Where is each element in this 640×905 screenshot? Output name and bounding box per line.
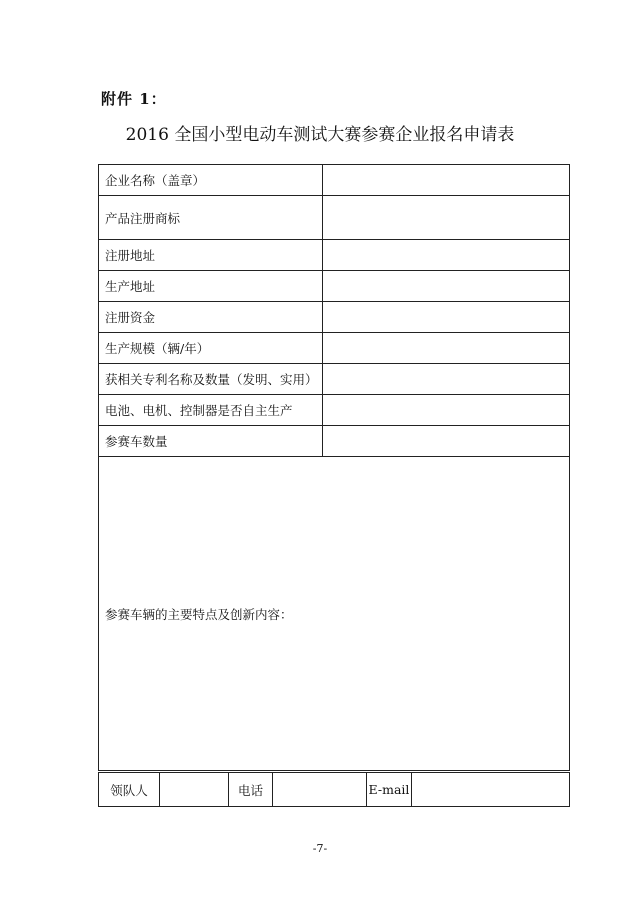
row-label: 参赛车数量 [99, 426, 323, 457]
form-row-patents [99, 364, 570, 395]
row-label: 电池、电机、控制器是否自主生产 [99, 395, 323, 426]
trademark-field[interactable] [323, 196, 570, 240]
attachment-label: 附件 1： [101, 90, 167, 108]
form-row-features [99, 457, 570, 771]
form-row-self-production [99, 395, 570, 426]
row-label: 生产地址 [99, 271, 323, 302]
self-production-field[interactable] [323, 395, 570, 426]
leader-label: 领队人 [99, 773, 160, 807]
contact-row [98, 772, 570, 807]
row-label: 企业名称（盖章） [99, 165, 323, 196]
email-label: E-mail [367, 773, 412, 807]
form-row-registered-address [99, 240, 570, 271]
patents-field[interactable] [323, 364, 570, 395]
row-label: 注册资金 [99, 302, 323, 333]
vehicle-count-field[interactable] [323, 426, 570, 457]
features-label: 参赛车辆的主要特点及创新内容： [105, 606, 293, 622]
production-scale-field[interactable] [323, 333, 570, 364]
form-row-production-scale [99, 333, 570, 364]
features-area[interactable] [99, 457, 570, 771]
production-address-field[interactable] [323, 271, 570, 302]
form-title: 2016 全国小型电动车测试大赛参赛企业报名申请表 [125, 125, 515, 145]
registered-address-field[interactable] [323, 240, 570, 271]
form-row-vehicle-count [99, 426, 570, 457]
page-number: -7- [312, 842, 328, 855]
row-label: 注册地址 [99, 240, 323, 271]
leader-field[interactable] [160, 773, 229, 807]
email-field[interactable] [412, 773, 570, 807]
form-row-trademark [99, 196, 570, 240]
company-name-field[interactable] [323, 165, 570, 196]
application-form-table [98, 164, 570, 771]
registered-capital-field[interactable] [323, 302, 570, 333]
phone-label: 电话 [229, 773, 273, 807]
form-row-production-address [99, 271, 570, 302]
row-label: 获相关专利名称及数量（发明、实用） [99, 364, 323, 395]
form-row-company-name [99, 165, 570, 196]
phone-field[interactable] [273, 773, 367, 807]
form-row-registered-capital [99, 302, 570, 333]
row-label: 生产规模（辆/年） [99, 333, 323, 364]
row-label: 产品注册商标 [99, 196, 323, 240]
